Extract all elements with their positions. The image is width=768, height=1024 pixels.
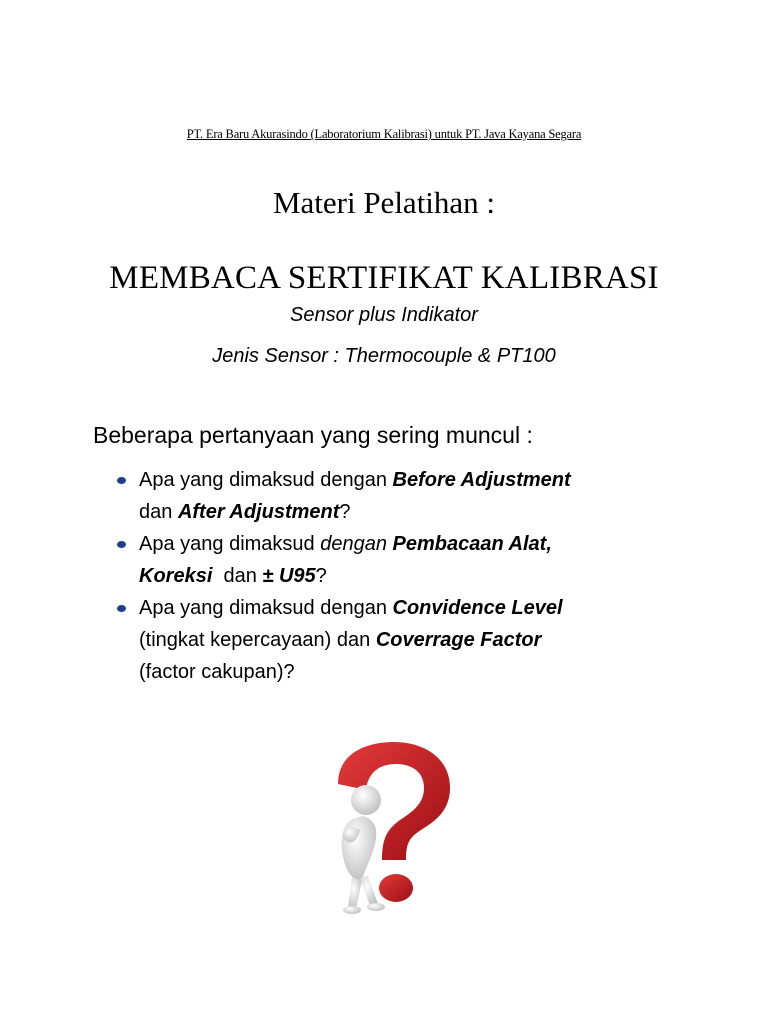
bullet-icon [117,605,126,612]
sensor-subtitle: Sensor plus Indikator [290,304,478,326]
bullet-icon [117,477,126,484]
training-material-heading: Materi Pelatihan : [272,185,496,220]
thinking-figure-question-mark-icon [290,738,490,918]
thinking-person-figure [342,785,385,914]
question-mark-dot [379,874,413,902]
list-item: Apa yang dimaksud dengan Before Adjustment dan After Adjustment? [115,464,675,528]
list-item: Apa yang dimaksud dengan Convidence Level (tingkat kepercayaan) dan Coverrage Factor (factor cakupan)? [115,592,675,688]
question-list [115,464,675,688]
questions-intro: Beberapa pertanyaan yang sering muncul : [93,422,533,448]
organization-line: PT. Era Baru Akurasindo (Laboratorium Kalibrasi) untuk PT. Java Kayana Segara [186,127,582,141]
bullet-icon [117,541,126,548]
page-title: MEMBACA SERTIFIKAT KALIBRASI [109,260,659,296]
list-item: Apa yang dimaksud dengan Pembacaan Alat, Koreksi dan ± U95? [115,528,675,592]
sensor-type-subtitle: Jenis Sensor : Thermocouple & PT100 [212,345,556,367]
